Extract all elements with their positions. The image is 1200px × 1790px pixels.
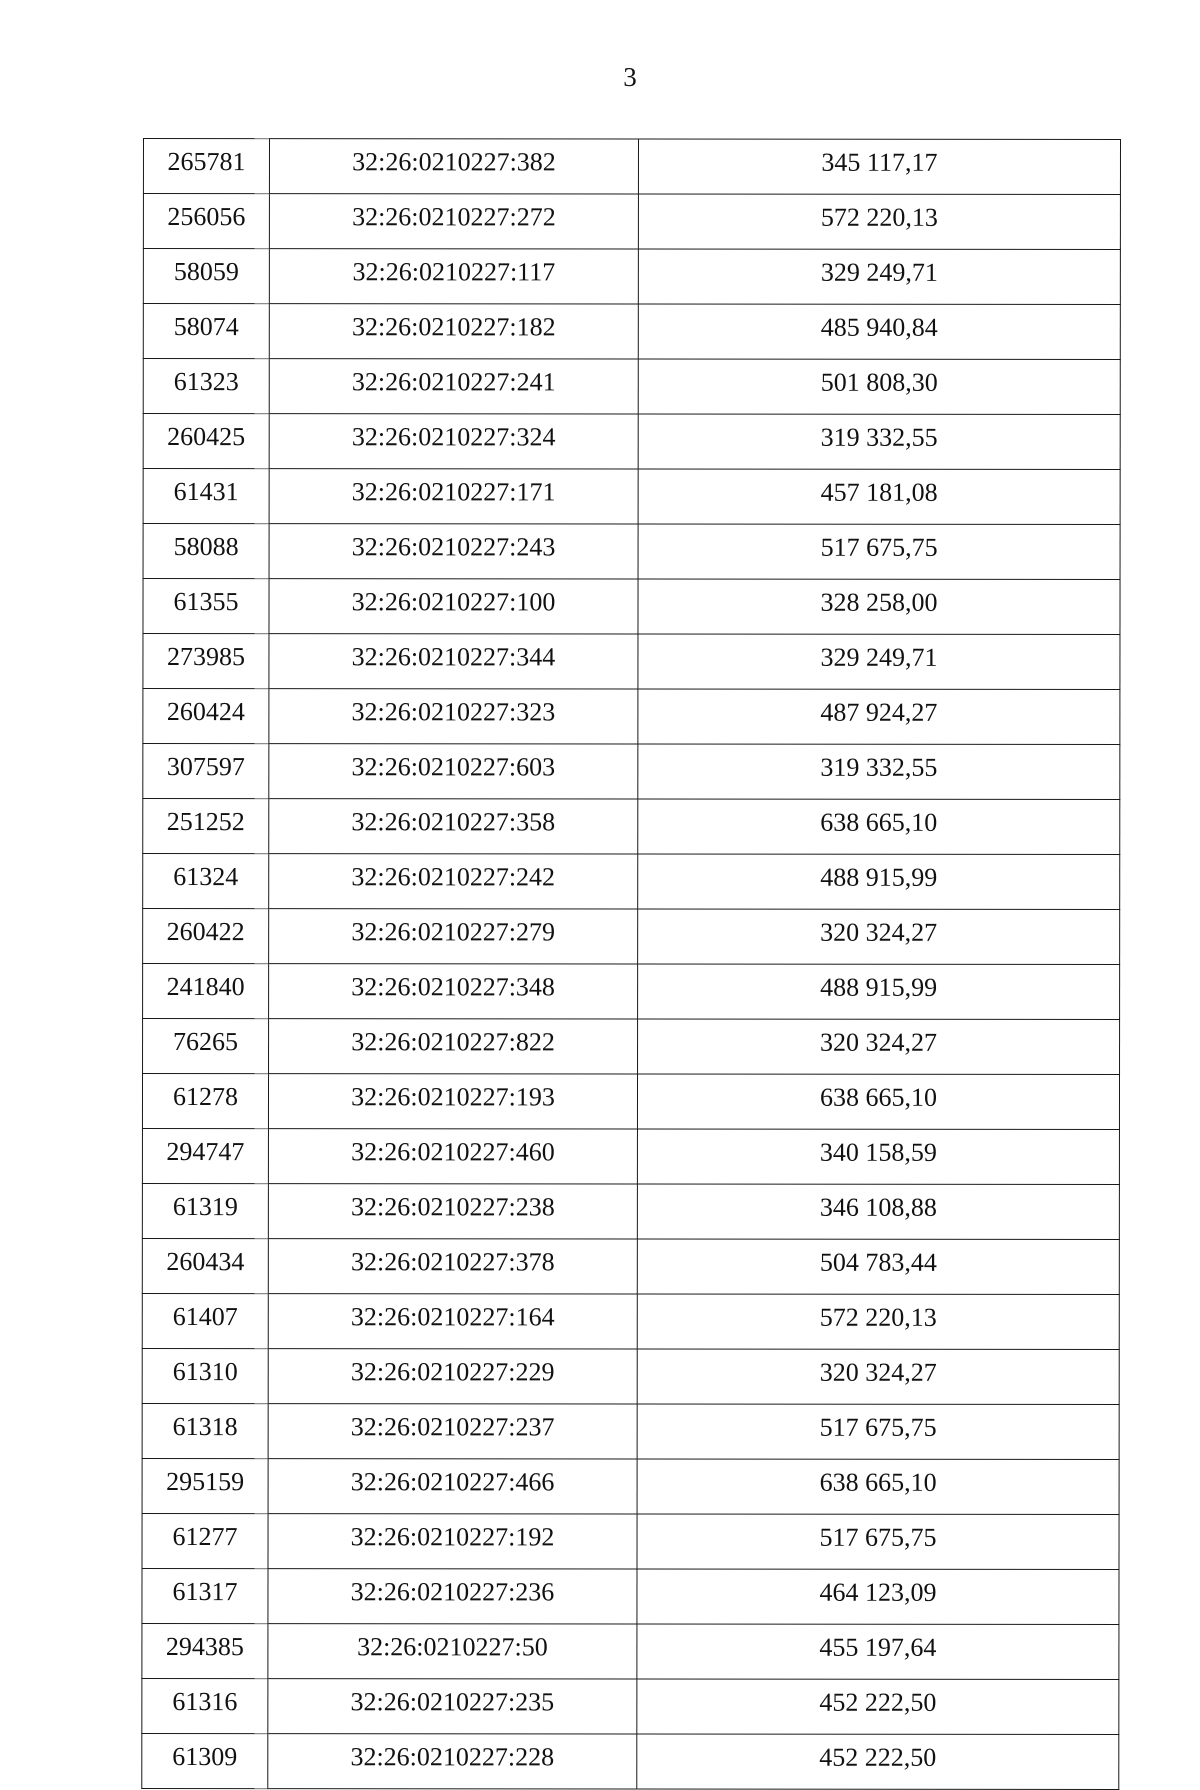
cadastral-number-cell: 32:26:0210227:164 (268, 1294, 637, 1349)
table-row (143, 414, 1120, 470)
table-body (142, 139, 1121, 1790)
page-number: 3 (623, 62, 637, 92)
cadastral-value-cell: 504 783,44 (637, 1239, 1119, 1295)
registry-number-cell: 260424 (143, 689, 269, 744)
table-row (143, 854, 1120, 910)
cadastral-number-cell: 32:26:0210227:822 (269, 1019, 638, 1074)
cadastral-number-cell: 32:26:0210227:229 (268, 1349, 637, 1404)
cadastral-value-cell: 488 915,99 (638, 854, 1120, 910)
registry-number-cell: 273985 (143, 634, 269, 689)
cadastral-value-cell: 487 924,27 (638, 689, 1120, 745)
cadastral-number-cell: 32:26:0210227:242 (269, 854, 638, 909)
table-row (142, 1293, 1119, 1349)
cadastral-number-cell: 32:26:0210227:236 (268, 1569, 637, 1624)
registry-number-cell: 76265 (143, 1019, 269, 1074)
table-row (143, 194, 1120, 250)
table-row (142, 1733, 1119, 1789)
cadastral-value-cell: 345 117,17 (638, 139, 1120, 195)
registry-number-cell: 294747 (142, 1129, 268, 1184)
cadastral-number-cell: 32:26:0210227:50 (268, 1624, 637, 1679)
cadastral-value-cell: 452 222,50 (637, 1734, 1119, 1790)
cadastral-value-cell: 464 123,09 (637, 1569, 1119, 1625)
cadastral-number-cell: 32:26:0210227:238 (268, 1184, 637, 1239)
cadastral-number-cell: 32:26:0210227:323 (269, 689, 638, 744)
registry-number-cell: 241840 (143, 964, 269, 1019)
table-row (143, 359, 1120, 415)
cadastral-value-cell: 329 249,71 (638, 249, 1120, 305)
cadastral-value-cell: 329 249,71 (638, 634, 1120, 690)
registry-number-cell: 61316 (142, 1678, 268, 1733)
cadastral-value-cell: 340 158,59 (637, 1129, 1119, 1185)
cadastral-value-cell: 452 222,50 (637, 1679, 1119, 1735)
registry-number-cell: 61323 (143, 359, 269, 414)
cadastral-number-cell: 32:26:0210227:192 (268, 1514, 637, 1569)
cadastral-number-cell: 32:26:0210227:117 (269, 249, 638, 304)
table-row (143, 139, 1120, 195)
cadastral-number-cell: 32:26:0210227:100 (269, 579, 638, 634)
table-row (143, 909, 1120, 965)
table-row (143, 634, 1120, 690)
cadastral-value-cell: 320 324,27 (637, 1349, 1119, 1405)
registry-number-cell: 61317 (142, 1568, 268, 1623)
registry-number-cell: 251252 (143, 799, 269, 854)
cadastral-number-cell: 32:26:0210227:324 (269, 414, 638, 469)
table-row (142, 1348, 1119, 1404)
table-row (142, 1623, 1119, 1679)
cadastral-number-cell: 32:26:0210227:460 (268, 1129, 637, 1184)
table-row (142, 1074, 1119, 1130)
cadastral-value-cell: 320 324,27 (638, 909, 1120, 965)
cadastral-value-cell: 572 220,13 (637, 1294, 1119, 1350)
cadastral-value-cell: 320 324,27 (638, 1019, 1120, 1075)
registry-number-cell: 61355 (143, 579, 269, 634)
cadastral-value-cell: 638 665,10 (637, 1074, 1119, 1130)
cadastral-value-cell: 488 915,99 (638, 964, 1120, 1020)
cadastral-number-cell: 32:26:0210227:272 (269, 194, 638, 249)
registry-number-cell: 61324 (143, 854, 269, 909)
cadastral-number-cell: 32:26:0210227:358 (269, 799, 638, 854)
table-row (142, 1458, 1119, 1514)
table-row (143, 469, 1120, 525)
cadastral-number-cell: 32:26:0210227:603 (269, 744, 638, 799)
registry-number-cell: 61310 (142, 1348, 268, 1403)
table-row (143, 579, 1120, 635)
cadastral-number-cell: 32:26:0210227:344 (269, 634, 638, 689)
cadastral-value-cell: 328 258,00 (638, 579, 1120, 635)
cadastral-value-cell: 638 665,10 (638, 799, 1120, 855)
cadastral-number-cell: 32:26:0210227:378 (268, 1239, 637, 1294)
table-row (142, 1403, 1119, 1459)
cadastral-number-cell: 32:26:0210227:243 (269, 524, 638, 579)
cadastral-value-cell: 572 220,13 (638, 194, 1120, 250)
table-row (143, 689, 1120, 745)
cadastral-number-cell: 32:26:0210227:279 (269, 909, 638, 964)
cadastral-value-cell: 638 665,10 (637, 1459, 1119, 1515)
table-row (142, 1129, 1119, 1185)
table-row (143, 744, 1120, 800)
registry-number-cell: 294385 (142, 1623, 268, 1678)
registry-number-cell: 265781 (143, 139, 269, 194)
cadastral-value-cell: 457 181,08 (638, 469, 1120, 525)
registry-number-cell: 61431 (143, 469, 269, 524)
registry-number-cell: 61319 (142, 1184, 268, 1239)
cadastral-value-cell: 319 332,55 (638, 414, 1120, 470)
cadastral-value-cell: 346 108,88 (637, 1184, 1119, 1240)
table-row (142, 1568, 1119, 1624)
cadastral-number-cell: 32:26:0210227:235 (268, 1679, 637, 1734)
registry-number-cell: 307597 (143, 744, 269, 799)
registry-number-cell: 260422 (143, 909, 269, 964)
cadastral-value-table (141, 138, 1121, 1790)
cadastral-number-cell: 32:26:0210227:193 (268, 1074, 637, 1129)
cadastral-value-cell: 517 675,75 (637, 1404, 1119, 1460)
registry-number-cell: 58059 (143, 249, 269, 304)
registry-number-cell: 61318 (142, 1403, 268, 1458)
table-row (143, 249, 1120, 305)
table-row (143, 964, 1120, 1020)
registry-number-cell: 295159 (142, 1458, 268, 1513)
registry-number-cell: 260434 (142, 1238, 268, 1293)
cadastral-number-cell: 32:26:0210227:182 (269, 304, 638, 359)
registry-number-cell: 260425 (143, 414, 269, 469)
table-row (142, 1238, 1119, 1294)
registry-number-cell: 61309 (142, 1733, 268, 1788)
table-row (142, 1678, 1119, 1734)
registry-number-cell: 61278 (142, 1074, 268, 1129)
cadastral-value-cell: 517 675,75 (638, 524, 1120, 580)
table-row (143, 524, 1120, 580)
cadastral-value-cell: 455 197,64 (637, 1624, 1119, 1680)
cadastral-number-cell: 32:26:0210227:241 (269, 359, 638, 414)
registry-number-cell: 256056 (143, 194, 269, 249)
cadastral-value-cell: 485 940,84 (638, 304, 1120, 360)
registry-number-cell: 61277 (142, 1513, 268, 1568)
cadastral-value-cell: 319 332,55 (638, 744, 1120, 800)
registry-number-cell: 58074 (143, 304, 269, 359)
cadastral-value-cell: 501 808,30 (638, 359, 1120, 415)
table-row (143, 304, 1120, 360)
table-row (142, 1513, 1119, 1569)
cadastral-number-cell: 32:26:0210227:382 (269, 139, 638, 194)
cadastral-value-cell: 517 675,75 (637, 1514, 1119, 1570)
cadastral-number-cell: 32:26:0210227:348 (269, 964, 638, 1019)
cadastral-number-cell: 32:26:0210227:228 (268, 1734, 637, 1789)
table-row (143, 799, 1120, 855)
cadastral-number-cell: 32:26:0210227:171 (269, 469, 638, 524)
table-row (142, 1184, 1119, 1240)
table-row (143, 1019, 1120, 1075)
cadastral-number-cell: 32:26:0210227:466 (268, 1459, 637, 1514)
registry-number-cell: 61407 (142, 1293, 268, 1348)
cadastral-number-cell: 32:26:0210227:237 (268, 1404, 637, 1459)
registry-number-cell: 58088 (143, 524, 269, 579)
